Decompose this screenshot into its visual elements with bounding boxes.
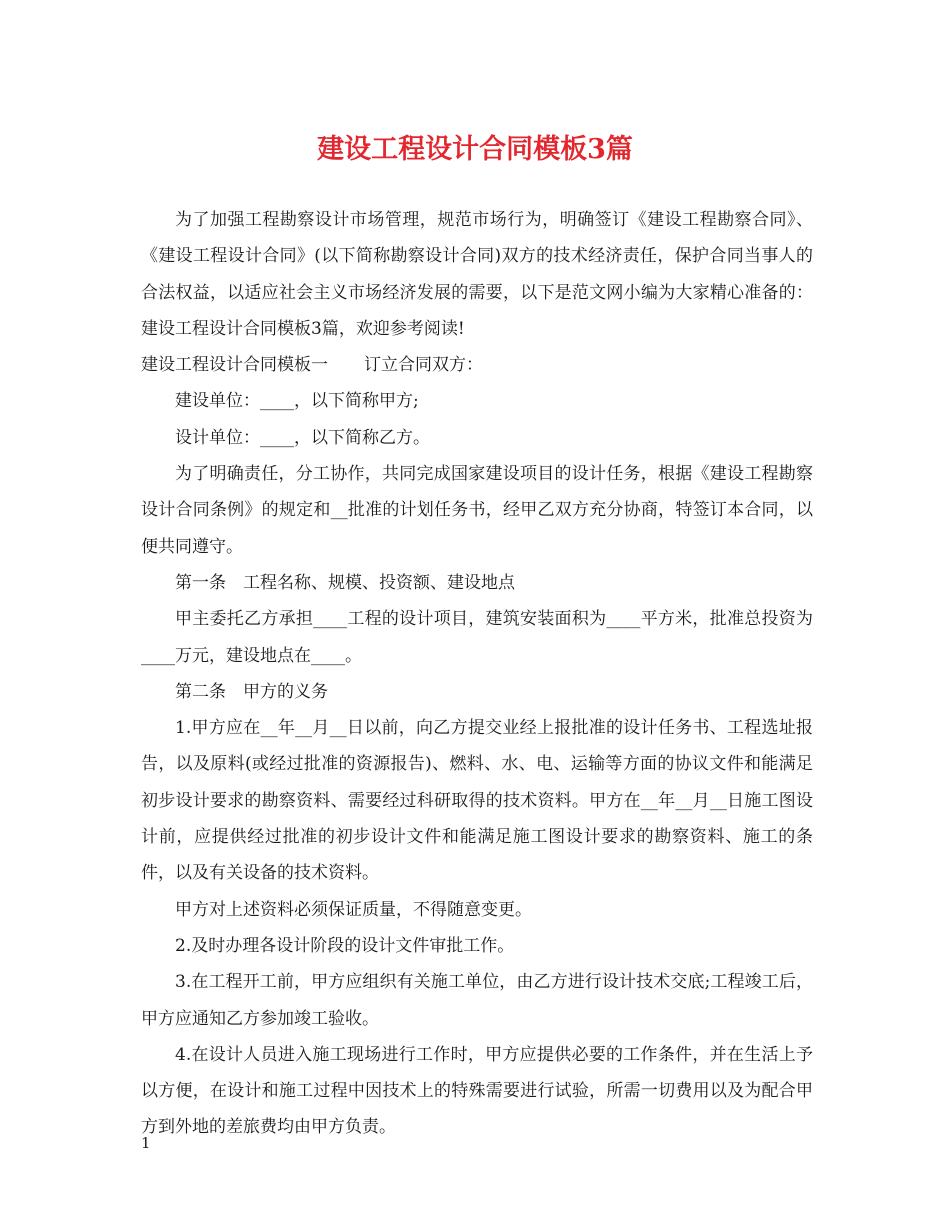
- paragraph: 甲主委托乙方承担____工程的设计项目，建筑安装面积为____平方米，批准总投资为____万元，建设地点在____。: [141, 609, 813, 666]
- document-body: [141, 202, 813, 1146]
- contract-heading: 建设工程设计合同模板一: [141, 355, 328, 376]
- article-heading: 第二条 甲方的义务: [175, 681, 328, 702]
- paragraph: 建设单位：____，以下简称甲方;: [175, 391, 419, 412]
- paragraph: 为了明确责任，分工协作，共同完成国家建设项目的设计任务，根据《建设工程勘察设计合同条例》的规定和__批准的计划任务书，经甲乙双方充分协商，特签订本合同，以便共同遵守。: [141, 464, 813, 557]
- document-title: 建设工程设计合同模板3篇: [317, 134, 633, 165]
- paragraph: 甲方对上述资料必须保证质量，不得随意变更。: [175, 899, 532, 920]
- intro-paragraph: 为了加强工程勘察设计市场管理，规范市场行为，明确签订《建设工程勘察合同》、《建设工程设计合同》(以下简称勘察设计合同)双方的技术经济责任，保护合同当事人的合法权益，以适应社会主义市场经济发展的需要，以下是范文网小编为大家精心准备的：建设工程设计合同模板3篇，欢迎参考阅读!: [141, 210, 813, 339]
- article-heading: 第一条 工程名称、规模、投资额、建设地点: [175, 572, 515, 593]
- contract-heading-line: [141, 347, 813, 383]
- paragraph: 4.在设计人员进入施工现场进行工作时，甲方应提供必要的工作条件，并在生活上予以方便，在设计和施工过程中因技术上的特殊需要进行试验，所需一切费用以及为配合甲方到外地的差旅费均由甲方负责。: [141, 1044, 813, 1138]
- paragraph: 1.甲方应在__年__月__日以前，向乙方提交业经上报批准的设计任务书、工程选址报告，以及原料(或经过批准的资源报告)、燃料、水、电、运输等方面的协议文件和能满足初步设计要求的勘察资料、需要经过科研取得的技术资料。甲方在__年__月__日施工图设计前，应提供经过批准的初步设计文件和能满足施工图设计要求的勘察资料、施工的条件，以及有关设备的技术资料。: [141, 718, 813, 884]
- page-number: 1: [141, 1134, 151, 1152]
- paragraph: 2.及时办理各设计阶段的设计文件审批工作。: [175, 935, 515, 956]
- contract-parties-label: 订立合同双方：: [364, 355, 483, 376]
- paragraph: 3.在工程开工前，甲方应组织有关施工单位，由乙方进行设计技术交底;工程竣工后，甲方应通知乙方参加竣工验收。: [141, 972, 813, 1029]
- paragraph: 设计单位：____，以下简称乙方。: [175, 427, 430, 448]
